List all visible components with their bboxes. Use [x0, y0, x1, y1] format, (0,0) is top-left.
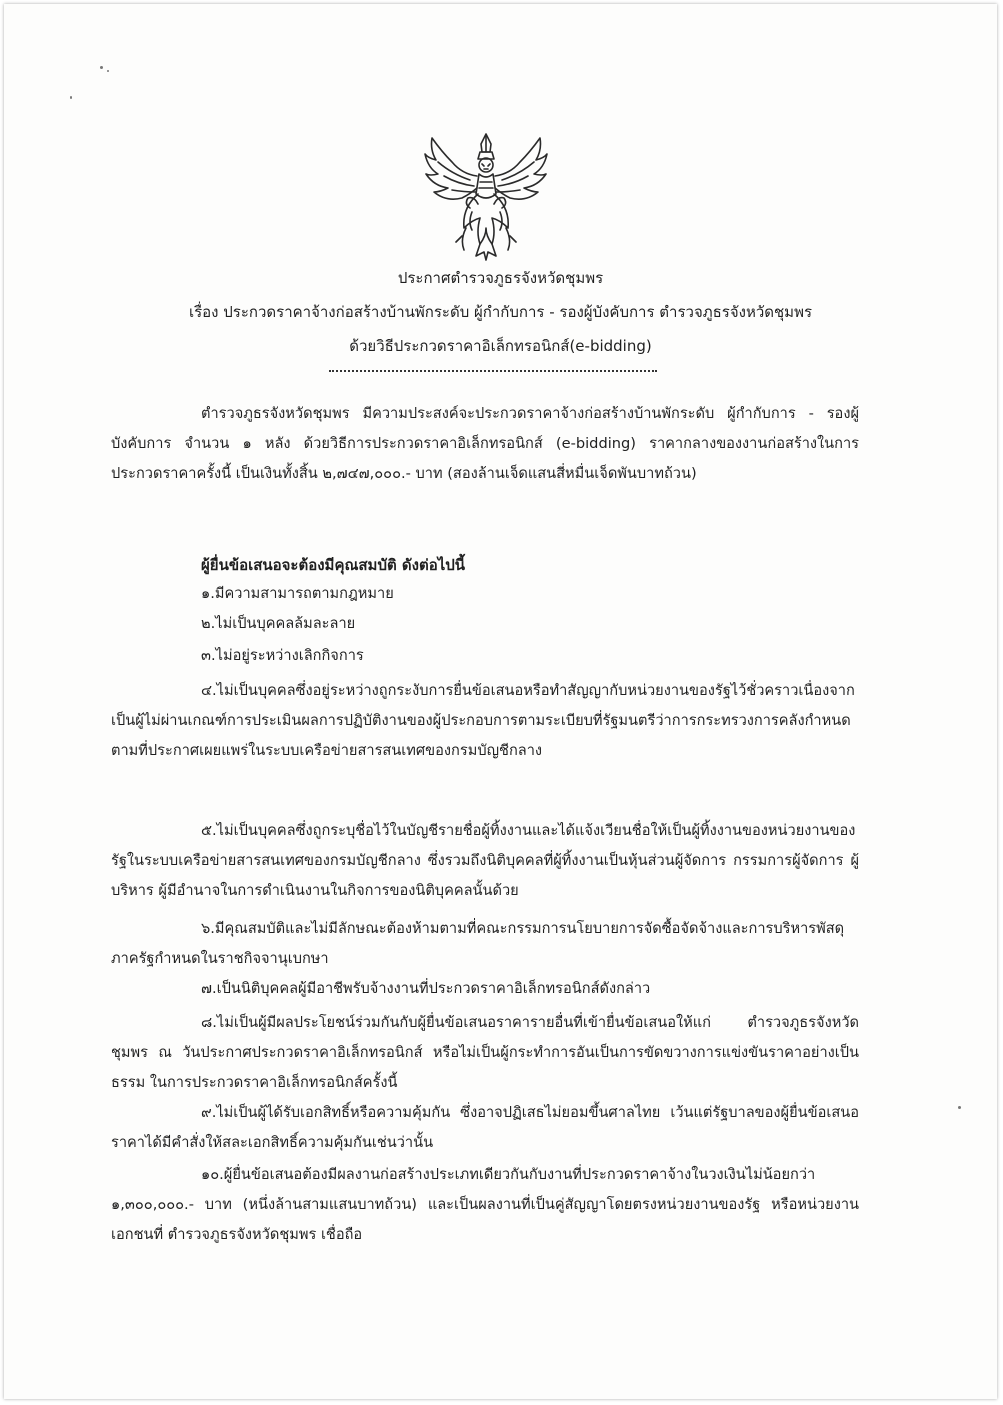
subject-line: เรื่อง ประกวดราคาจ้างก่อสร้างบ้านพักระดับ ผู้กำกับการ - รองผู้บังคับการ ตำรวจภูธรจังหวัดชุมพร [188, 303, 813, 321]
scan-speck [107, 70, 109, 72]
garuda-emblem-icon [422, 132, 550, 262]
qualification-item: ๙.ไม่เป็นผู้ได้รับเอกสิทธิ์หรือความคุ้มกัน ซึ่งอาจปฏิเสธไม่ยอมขึ้นศาลไทย เว้นแต่รัฐบาลของผู้ยื่นข้อเสนอราคาได้มีคำสั่งให้สละเอกสิทธิ์ความคุ้มกันเช่นว่านั้น [111, 1104, 859, 1151]
qualification-item: ๕.ไม่เป็นบุคคลซึ่งถูกระบุชื่อไว้ในบัญชีรายชื่อผู้ทิ้งงานและได้แจ้งเวียนชื่อให้เป็นผู้ทิ้งงานของหน่วยงานของรัฐในระบบเครือข่ายสารสนเทศของกรมบัญชีกลาง ซึ่งรวมถึงนิติบุคคลที่ผู้ทิ้งงานเป็นหุ้นส่วนผู้จัดการ กรรมการผู้จัดการ ผู้บริหาร ผู้มีอำนาจในการดำเนินงานในกิจการของนิติบุคคลนั้นด้วย [111, 822, 859, 899]
qualification-item: ๖.มีคุณสมบัติและไม่มีลักษณะต้องห้ามตามที่คณะกรรมการนโยบายการจัดซื้อจัดจ้างและการบริหารพัสดุภาครัฐกำหนดในราชกิจจานุเบกษา [111, 920, 845, 967]
issuer-title: ประกาศตำรวจภูธรจังหวัดชุมพร [397, 269, 604, 287]
qualification-item: ๑.มีความสามารถตามกฎหมาย [201, 585, 394, 602]
qualification-item: ๘.ไม่เป็นผู้มีผลประโยชน์ร่วมกันกับผู้ยื่นข้อเสนอราคารายอื่นที่เข้ายื่นข้อเสนอให้แก่ ตำรวจภูธรจังหวัดชุมพร ณ วันประกาศประกวดราคาอิเล็กทรอนิกส์ หรือไม่เป็นผู้กระทำการอันเป็นการขัดขวางการแข่งขันราคาอย่างเป็นธรรม ในการประกวดราคาอิเล็กทรอนิกส์ครั้งนี้ [111, 1014, 859, 1091]
qualification-item: ๓.ไม่อยู่ระหว่างเลิกกิจการ [201, 647, 364, 664]
scan-speck [100, 66, 103, 69]
method-line: ด้วยวิธีประกวดราคาอิเล็กทรอนิกส์(e-bidding) [349, 337, 652, 355]
qualification-item: ๗.เป็นนิติบุคคลผู้มีอาชีพรับจ้างงานที่ประกวดราคาอิเล็กทรอนิกส์ดังกล่าว [201, 980, 651, 997]
qualification-item: ๔.ไม่เป็นบุคคลซึ่งอยู่ระหว่างถูกระงับการยื่นข้อเสนอหรือทำสัญญากับหน่วยงานของรัฐไว้ชั่วคราวเนื่องจากเป็นผู้ไม่ผ่านเกณฑ์การประเมินผลการปฏิบัติงานของผู้ประกอบการตามระเบียบที่รัฐมนตรีว่าการกระทรวงการคลังกำหนด ตามที่ประกาศเผยแพร่ในระบบเครือข่ายสารสนเทศของกรมบัญชีกลาง [111, 682, 855, 759]
dotted-separator [329, 370, 657, 372]
document-page [4, 4, 997, 1399]
scan-speck [958, 1106, 961, 1109]
scan-speck [70, 96, 72, 99]
qualifications-heading: ผู้ยื่นข้อเสนอจะต้องมีคุณสมบัติ ดังต่อไปนี้ [201, 556, 466, 574]
qualification-item: ๒.ไม่เป็นบุคคลล้มละลาย [201, 615, 356, 632]
intro-paragraph: ตำรวจภูธรจังหวัดชุมพร มีความประสงค์จะประกวดราคาจ้างก่อสร้างบ้านพักระดับ ผู้กำกับการ - รองผู้บังคับการ จำนวน ๑ หลัง ด้วยวิธีการประกวดราคาอิเล็กทรอนิกส์ (e-bidding) ราคากลางของงานก่อสร้างในการประกวดราคาครั้งนี้ เป็นเงินทั้งสิ้น ๒,๗๔๗,๐๐๐.- บาท (สองล้านเจ็ดแสนสี่หมื่นเจ็ดพันบาทถ้วน) [111, 405, 859, 482]
qualification-item: ๑๐.ผู้ยื่นข้อเสนอต้องมีผลงานก่อสร้างประเภทเดียวกันกับงานที่ประกวดราคาจ้างในวงเงินไม่น้อยกว่า ๑,๓๐๐,๐๐๐.- บาท (หนึ่งล้านสามแสนบาทถ้วน) และเป็นผลงานที่เป็นคู่สัญญาโดยตรงหน่วยงานของรัฐ หรือหน่วยงานเอกชนที่ ตำรวจภูธรจังหวัดชุมพร เชื่อถือ [111, 1166, 859, 1243]
